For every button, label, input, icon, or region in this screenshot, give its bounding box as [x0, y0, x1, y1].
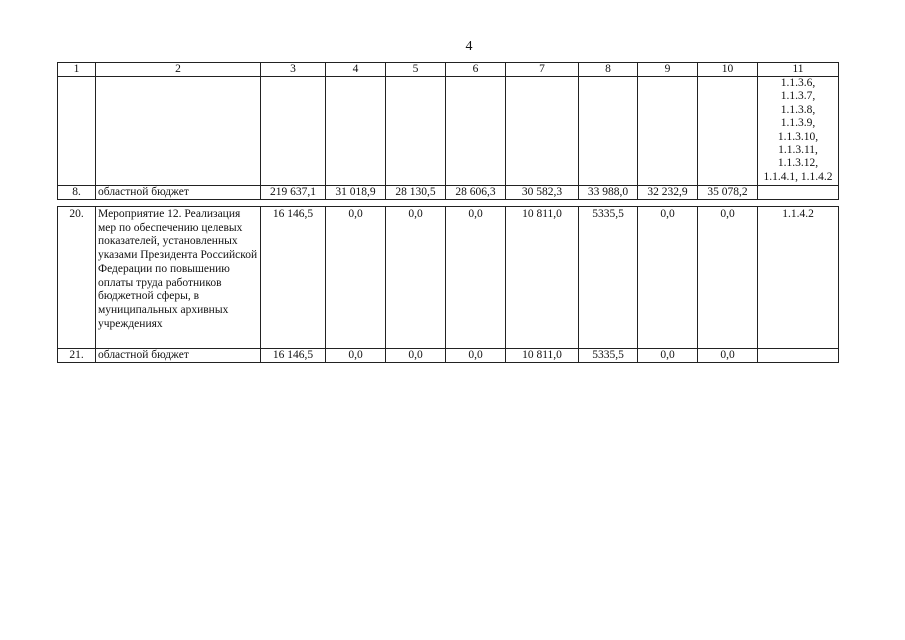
value-cell: 0,0 — [638, 349, 698, 363]
value-cell: 0,0 — [446, 349, 506, 363]
row-name: областной бюджет — [96, 186, 261, 200]
value-cell: 32 232,9 — [638, 186, 698, 200]
empty-cell — [386, 77, 446, 186]
header-cell: 10 — [698, 63, 758, 77]
measure-12-table — [57, 206, 839, 363]
code-cell — [758, 186, 839, 200]
budget-table-continued — [57, 62, 839, 200]
code-cell — [758, 349, 839, 363]
code-line: 1.1.3.9, — [780, 117, 816, 130]
empty-cell — [326, 77, 386, 186]
header-cell: 5 — [386, 63, 446, 77]
header-cell: 11 — [758, 63, 839, 77]
header-cell: 2 — [96, 63, 261, 77]
value-cell: 219 637,1 — [261, 186, 326, 200]
value-cell: 0,0 — [698, 207, 758, 349]
value-cell: 10 811,0 — [506, 207, 579, 349]
empty-cell — [506, 77, 579, 186]
page-number: 4 — [465, 39, 473, 54]
row-21 — [58, 349, 839, 363]
value-cell: 0,0 — [698, 349, 758, 363]
value-cell: 0,0 — [326, 207, 386, 349]
empty-cell — [698, 77, 758, 186]
code-line: 1.1.3.6, — [780, 77, 816, 89]
value-cell: 16 146,5 — [261, 349, 326, 363]
measure-description: Мероприятие 12. Реализация мер по обеспечению целевых показателей, установленных указами Президента Российской Федерации по повышению оплаты труда работников бюджетной сферы, в муниципальных архивных учреждениях — [96, 207, 261, 349]
code-line: 1.1.3.11, — [778, 144, 818, 157]
row-8 — [58, 186, 839, 200]
empty-cell — [638, 77, 698, 186]
value-cell: 10 811,0 — [506, 349, 579, 363]
empty-cell — [446, 77, 506, 186]
code-cell: 1.1.4.2 — [758, 207, 839, 349]
target-codes-cell — [758, 77, 839, 186]
empty-cell — [58, 77, 96, 186]
value-cell: 5335,5 — [579, 349, 638, 363]
header-cell: 6 — [446, 63, 506, 77]
value-cell: 0,0 — [386, 207, 446, 349]
code-line: 1.1.3.12, — [777, 157, 819, 170]
value-cell: 5335,5 — [579, 207, 638, 349]
value-cell: 0,0 — [386, 349, 446, 363]
value-cell: 16 146,5 — [261, 207, 326, 349]
row-name: областной бюджет — [96, 349, 261, 363]
header-cell: 4 — [326, 63, 386, 77]
value-cell: 0,0 — [638, 207, 698, 349]
header-cell: 8 — [579, 63, 638, 77]
empty-cell — [579, 77, 638, 186]
code-line: 1.1.3.8, — [780, 103, 816, 116]
value-cell: 0,0 — [446, 207, 506, 349]
continuation-row — [58, 77, 839, 186]
row-number: 8. — [58, 186, 96, 200]
empty-cell — [96, 77, 261, 186]
header-row — [58, 63, 839, 77]
header-cell: 3 — [261, 63, 326, 77]
value-cell: 28 606,3 — [446, 186, 506, 200]
code-line: 1.1.3.7, — [780, 90, 816, 103]
value-cell: 35 078,2 — [698, 186, 758, 200]
empty-cell — [261, 77, 326, 186]
row-number: 20. — [58, 207, 96, 349]
code-line: 1.1.4.1, 1.1.4.2 — [763, 170, 833, 183]
row-20 — [58, 207, 839, 349]
row-number: 21. — [58, 349, 96, 363]
value-cell: 28 130,5 — [386, 186, 446, 200]
value-cell: 0,0 — [326, 349, 386, 363]
header-cell: 9 — [638, 63, 698, 77]
value-cell: 31 018,9 — [326, 186, 386, 200]
header-cell: 1 — [58, 63, 96, 77]
value-cell: 33 988,0 — [579, 186, 638, 200]
value-cell: 30 582,3 — [506, 186, 579, 200]
code-line: 1.1.3.10, — [777, 130, 819, 143]
header-cell: 7 — [506, 63, 579, 77]
